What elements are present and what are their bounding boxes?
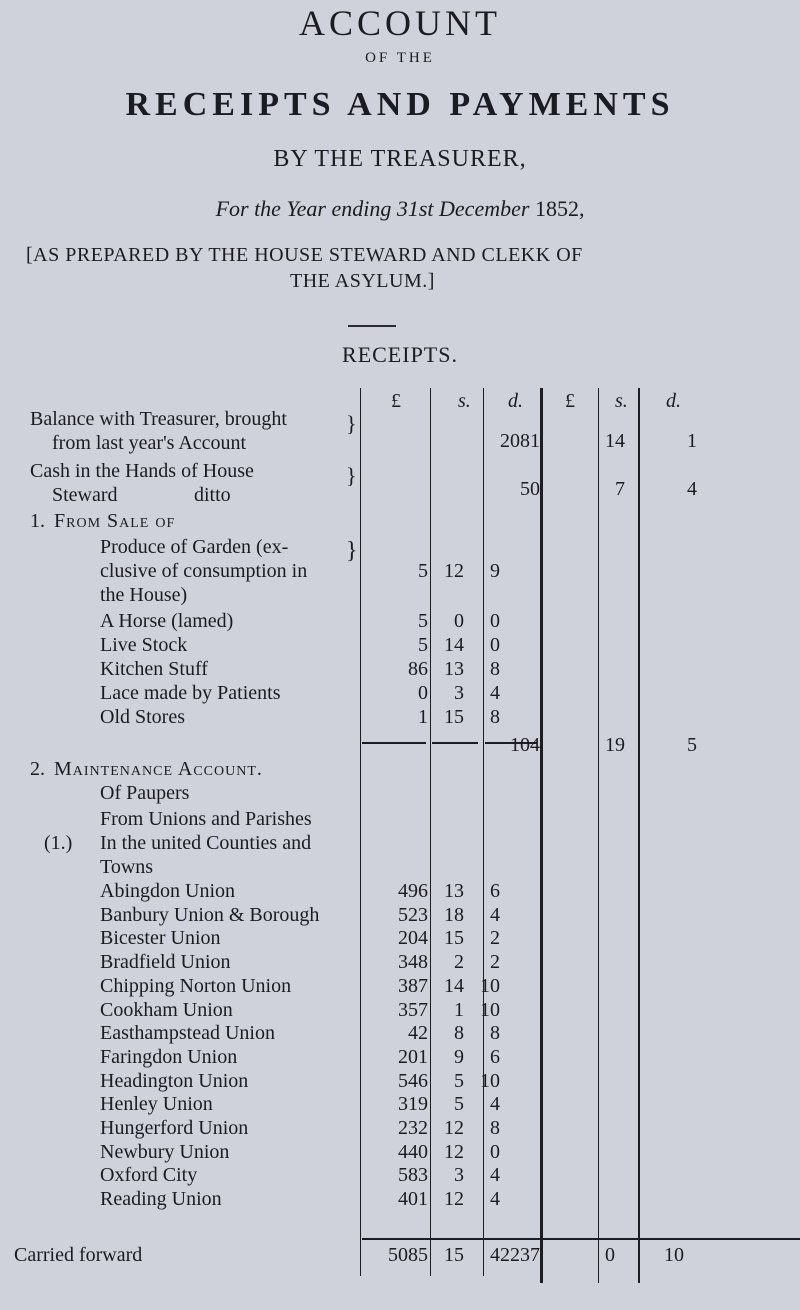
union-pounds: 232 bbox=[398, 1117, 428, 1139]
sale-total-pence: 5 bbox=[687, 734, 697, 756]
union-pence: 4 bbox=[490, 1164, 500, 1187]
union-pence: 2 bbox=[490, 951, 500, 974]
union-pence: 10 bbox=[480, 998, 500, 1021]
label-towns: Towns bbox=[100, 856, 154, 878]
label-cash-ditto: ditto bbox=[194, 484, 231, 506]
union-pounds: 440 bbox=[398, 1140, 428, 1163]
union-shillings: 8 bbox=[454, 1022, 464, 1045]
header-pence-2: d. bbox=[666, 390, 681, 412]
label-sub-1-text: In the united Counties and bbox=[100, 832, 312, 854]
union-shillings: 12 bbox=[444, 1140, 464, 1163]
union-name: Reading Union bbox=[100, 1188, 222, 1211]
balance-pounds: 2081 bbox=[500, 430, 540, 452]
title-account: ACCOUNT bbox=[298, 3, 501, 43]
union-pence: 2 bbox=[490, 927, 500, 950]
union-name: Hungerford Union bbox=[100, 1117, 249, 1139]
rule-carried bbox=[362, 1238, 800, 1240]
prepared-line-2: THE ASYLUM.] bbox=[290, 270, 435, 292]
union-pounds: 387 bbox=[398, 974, 428, 997]
union-pounds: 523 bbox=[398, 903, 428, 926]
union-pence: 4 bbox=[490, 1093, 500, 1116]
brace-cash: } bbox=[346, 463, 357, 488]
union-name: Bradfield Union bbox=[100, 951, 231, 974]
rule-col-shillings bbox=[430, 388, 431, 1276]
header-pounds-2: £ bbox=[565, 390, 575, 412]
carried-outer-pence: 10 bbox=[664, 1244, 684, 1266]
label-horse: A Horse (lamed) bbox=[100, 610, 234, 632]
sale-total-shillings: 19 bbox=[605, 734, 625, 756]
label-lace: Lace made by Patients bbox=[100, 682, 281, 704]
sale-row-pounds: 5 bbox=[418, 610, 428, 632]
union-pounds: 357 bbox=[398, 998, 428, 1021]
label-paupers: Of Paupers bbox=[100, 782, 190, 804]
sale-row-pounds: 5 bbox=[418, 634, 428, 656]
sale-row-pence: 8 bbox=[490, 658, 500, 680]
union-pounds: 496 bbox=[398, 880, 428, 902]
header-pence: d. bbox=[508, 390, 523, 412]
union-name: Faringdon Union bbox=[100, 1045, 238, 1068]
sale-row-shillings: 12 bbox=[444, 560, 464, 582]
cash-pounds: 50 bbox=[520, 478, 540, 500]
union-name: Easthampstead Union bbox=[100, 1022, 275, 1045]
label-section-1-num: 1. bbox=[30, 510, 45, 532]
union-name: Newbury Union bbox=[100, 1140, 230, 1163]
title-receipts-payments: RECEIPTS AND PAYMENTS bbox=[125, 86, 675, 123]
divider-rule bbox=[348, 325, 396, 327]
sale-row-pence: 8 bbox=[490, 706, 500, 728]
union-shillings: 13 bbox=[444, 880, 464, 902]
balance-shillings: 14 bbox=[605, 430, 625, 452]
union-pounds: 201 bbox=[398, 1045, 428, 1068]
sale-row-shillings: 14 bbox=[444, 634, 464, 656]
union-shillings: 15 bbox=[444, 927, 464, 950]
section-receipts: RECEIPTS. bbox=[342, 342, 458, 367]
cash-shillings: 7 bbox=[615, 478, 625, 500]
union-shillings: 12 bbox=[444, 1188, 464, 1211]
header-pounds: £ bbox=[391, 390, 401, 412]
year-value: 1852, bbox=[534, 196, 585, 221]
sale-row-shillings: 3 bbox=[454, 682, 464, 704]
union-name: Abingdon Union bbox=[100, 880, 235, 902]
union-pence: 8 bbox=[490, 1022, 500, 1045]
balance-pence: 1 bbox=[687, 430, 697, 452]
union-name: Oxford City bbox=[100, 1164, 198, 1187]
label-section-1-title: From Sale of bbox=[54, 510, 176, 532]
label-section-2-title: Maintenance Account. bbox=[54, 758, 263, 780]
title-year bbox=[0, 196, 800, 222]
label-livestock: Live Stock bbox=[100, 634, 188, 656]
sale-row-pence: 4 bbox=[490, 682, 500, 704]
union-pounds: 583 bbox=[398, 1164, 428, 1187]
sale-row-shillings: 0 bbox=[454, 610, 464, 632]
union-name: Banbury Union & Borough bbox=[100, 903, 320, 926]
rule-col-shillings2 bbox=[598, 388, 599, 1283]
sale-row-pounds: 0 bbox=[418, 682, 428, 704]
sale-row-pence: 0 bbox=[490, 634, 500, 656]
union-name: Bicester Union bbox=[100, 927, 221, 950]
union-shillings: 5 bbox=[454, 1093, 464, 1116]
sale-row-shillings: 13 bbox=[444, 658, 464, 680]
year-date: 31st December bbox=[396, 196, 530, 221]
title-of-the: OF THE bbox=[365, 50, 435, 66]
union-pounds: 348 bbox=[398, 951, 428, 974]
union-shillings: 5 bbox=[454, 1069, 464, 1092]
sale-row-pounds: 5 bbox=[418, 560, 428, 582]
rule-col-pounds bbox=[360, 388, 361, 1276]
union-shillings: 14 bbox=[444, 974, 464, 997]
sale-row-pounds: 86 bbox=[408, 658, 428, 680]
label-produce-3: the House) bbox=[100, 584, 188, 606]
title-by-treasurer: BY THE TREASURER, bbox=[273, 146, 527, 172]
union-shillings: 12 bbox=[444, 1117, 464, 1139]
union-shillings: 9 bbox=[454, 1045, 464, 1068]
union-name: Cookham Union bbox=[100, 998, 233, 1021]
label-cash-1: Cash in the Hands of House bbox=[30, 460, 254, 482]
carried-outer-shillings: 0 bbox=[605, 1244, 615, 1266]
rule-col-pence bbox=[483, 388, 484, 1276]
union-pounds: 319 bbox=[398, 1093, 428, 1116]
rule-sale-shillings bbox=[432, 742, 478, 744]
carried-outer-pounds: 2237 bbox=[500, 1244, 540, 1266]
label-cash-2: Steward bbox=[52, 484, 118, 506]
header-shillings-2: s. bbox=[615, 390, 628, 412]
union-pence: 4 bbox=[490, 903, 500, 926]
union-pence: 8 bbox=[490, 1117, 500, 1139]
carried-inner-pence: 4 bbox=[490, 1244, 500, 1266]
label-carried-forward: Carried forward bbox=[14, 1244, 143, 1266]
union-pence: 10 bbox=[480, 1069, 500, 1092]
label-kitchen: Kitchen Stuff bbox=[100, 658, 208, 680]
carried-inner-pounds: 5085 bbox=[388, 1244, 428, 1266]
union-pounds: 204 bbox=[398, 927, 428, 950]
union-pence: 6 bbox=[490, 880, 500, 902]
union-name: Henley Union bbox=[100, 1093, 213, 1116]
brace-produce: } bbox=[346, 538, 358, 564]
label-balance-2: from last year's Account bbox=[52, 432, 247, 454]
label-produce-1: Produce of Garden (ex- bbox=[100, 536, 289, 558]
label-oldstores: Old Stores bbox=[100, 706, 185, 728]
label-section-2-num: 2. bbox=[30, 758, 45, 780]
label-balance-1: Balance with Treasurer, brought bbox=[30, 408, 287, 430]
label-produce-2: clusive of consumption in bbox=[100, 560, 308, 582]
sale-row-pence: 0 bbox=[490, 610, 500, 632]
sale-total-pounds: 104 bbox=[510, 734, 540, 756]
prepared-line-1: [AS PREPARED BY THE HOUSE STEWARD AND CLEKK OF bbox=[26, 244, 583, 266]
union-pence: 0 bbox=[490, 1140, 500, 1163]
union-shillings: 3 bbox=[454, 1164, 464, 1187]
union-shillings: 18 bbox=[444, 903, 464, 926]
rule-col-main bbox=[540, 388, 543, 1283]
union-pence: 4 bbox=[490, 1188, 500, 1211]
year-prefix: For the Year ending bbox=[215, 196, 392, 221]
label-sub-1-num: (1.) bbox=[44, 832, 73, 854]
brace-balance: } bbox=[346, 411, 357, 436]
sale-row-pence: 9 bbox=[490, 560, 500, 582]
union-shillings: 1 bbox=[454, 998, 464, 1021]
union-shillings: 2 bbox=[454, 951, 464, 974]
union-name: Headington Union bbox=[100, 1069, 249, 1092]
header-shillings: s. bbox=[458, 390, 471, 412]
cash-pence: 4 bbox=[687, 478, 697, 500]
sale-row-pounds: 1 bbox=[418, 706, 428, 728]
union-pence: 10 bbox=[480, 974, 500, 997]
union-name: Chipping Norton Union bbox=[100, 974, 292, 997]
carried-inner-shillings: 15 bbox=[444, 1244, 464, 1266]
union-pounds: 401 bbox=[398, 1188, 428, 1211]
union-pounds: 546 bbox=[398, 1069, 428, 1092]
sale-row-shillings: 15 bbox=[444, 706, 464, 728]
union-pence: 6 bbox=[490, 1045, 500, 1068]
union-pounds: 42 bbox=[408, 1022, 428, 1045]
rule-col-pence2 bbox=[638, 388, 640, 1283]
rule-sale-pounds bbox=[362, 742, 426, 744]
label-unions-parishes: From Unions and Parishes bbox=[100, 808, 312, 830]
